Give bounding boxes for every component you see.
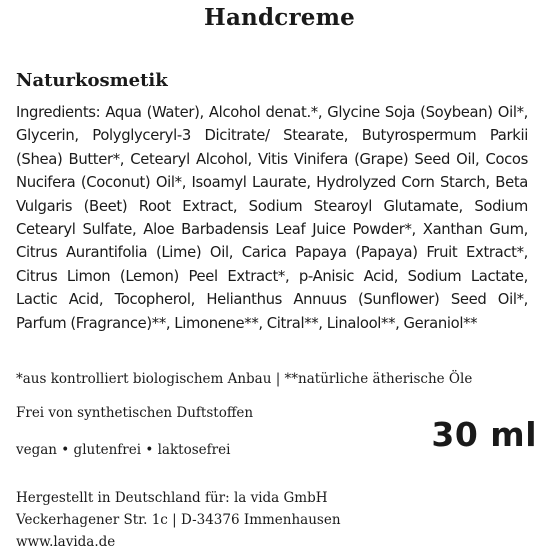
product-subtitle: Naturkosmetik: [16, 70, 168, 91]
manufacturer-info: [16, 487, 341, 553]
website-link[interactable]: www.lavida.de: [16, 534, 116, 550]
ingredients-list: Ingredients: Aqua (Water), Alcohol denat.*, Glycine Soja (Soybean) Oil*, Glycerin, Polyglyceryl-3 Dicitrate/ Stearate, Butyrospermum Parkii (Shea) Butter*, Cetearyl Alcohol, Vitis Vinifera (Grape) Seed Oil, Cocos Nucifera (Coconut) Oil*, Isoamyl Laurate, Hydrolyzed Corn Starch, Beta Vulgaris (Beet) Root Extract, Sodium Stearoyl Glutamate, Sodium Cetearyl Sulfate, Aloe Barbadensis Leaf Juice Powder*, Xanthan Gum, Citrus Aurantifolia (Lime) Oil, Carica Papaya (Papaya) Fruit Extract*, Citrus Limon (Lemon) Peel Extract*, p-Anisic Acid, Sodium Lactate, Lactic Acid, Tocopherol, Helianthus Annuus (Sunflower) Seed Oil*, Parfum (Fragrance)**, Limonene**, Citral**, Linalool**, Geraniol**: [16, 104, 528, 332]
dietary-info: vegan • glutenfrei • laktosefrei: [16, 442, 231, 458]
volume-label: 30 ml: [431, 415, 537, 454]
product-title: Handcreme: [204, 4, 355, 31]
address-line: Veckerhagener Str. 1c | D-34376 Immenhausen: [16, 512, 341, 528]
ingredients-footnote: *aus kontrolliert biologischem Anbau | **natürliche ätherische Öle: [16, 371, 473, 387]
manufacturer-line: Hergestellt in Deutschland für: la vida GmbH: [16, 490, 328, 506]
free-from-statement: Frei von synthetischen Duftstoffen: [16, 405, 254, 421]
